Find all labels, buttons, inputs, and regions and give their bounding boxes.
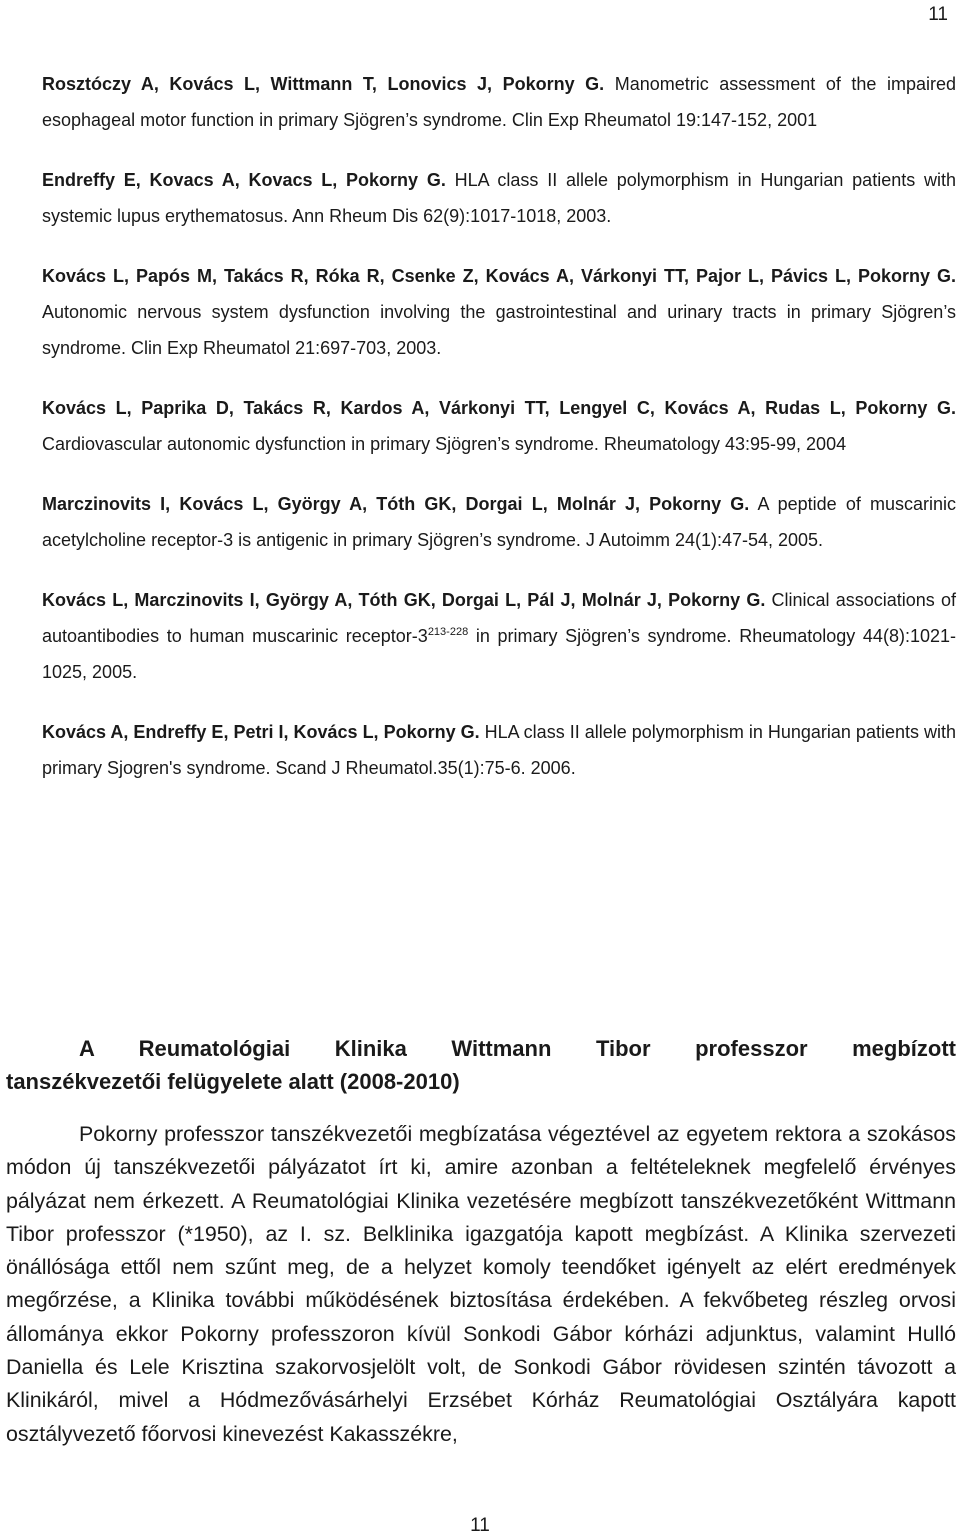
reference-authors: Kovács L, Papós M, Takács R, Róka R, Csenke Z, Kovács A, Várkonyi TT, Pajor L, Pávics L, Pokorny G. [42, 266, 956, 286]
reference-list [42, 66, 956, 810]
page-number-top: 11 [928, 4, 948, 25]
section-heading [6, 1032, 956, 1098]
reference-item [42, 66, 956, 138]
section [6, 1032, 956, 1451]
reference-authors: Kovács A, Endreffy E, Petri I, Kovács L, Pokorny G. [42, 722, 480, 742]
reference-text: Clinical associations of autoantibodies to human muscarinic receptor-3 [42, 590, 956, 646]
reference-authors: Kovács L, Paprika D, Takács R, Kardos A, Várkonyi TT, Lengyel C, Kovács A, Rudas L, Pokorny G. [42, 398, 956, 418]
reference-authors: Rosztóczy A, Kovács L, Wittmann T, Lonovics J, Pokorny G. [42, 74, 605, 94]
reference-item [42, 258, 956, 366]
reference-text: HLA class II allele polymorphism in Hungarian patients with primary Sjogren's syndrome. Scand J Rheumatol.35(1):75-6. 2006. [42, 722, 957, 778]
reference-text: Cardiovascular autonomic dysfunction in primary Sjögren’s syndrome. Rheumatology 43:95-99, 2004 [42, 434, 847, 454]
reference-item [42, 582, 956, 690]
reference-text: Autonomic nervous system dysfunction involving the gastrointestinal and urinary tracts in primary Sjögren’s syndrome. Clin Exp Rheumatol 21:697-703, 2003. [42, 302, 956, 358]
reference-authors: Marczinovits I, Kovács L, György A, Tóth GK, Dorgai L, Molnár J, Pokorny G. [42, 494, 750, 514]
reference-text: A peptide of muscarinic acetylcholine receptor-3 is antigenic in primary Sjögren’s syndrome. J Autoimm 24(1):47-54, 2005. [42, 494, 956, 550]
reference-item [42, 486, 956, 558]
reference-text: HLA class II allele polymorphism in Hungarian patients with systemic lupus erythematosus. Ann Rheum Dis 62(9):1017-1018, 2003. [42, 170, 956, 226]
reference-text: Manometric assessment of the impaired esophageal motor function in primary Sjögren’s syndrome. Clin Exp Rheumatol 19:147-152, 2001 [42, 74, 957, 130]
reference-authors: Endreffy E, Kovacs A, Kovacs L, Pokorny G. [42, 170, 446, 190]
page-number-bottom: 11 [470, 1515, 490, 1536]
reference-item [42, 714, 956, 786]
section-heading-line-1: A Reumatológiai Klinika Wittmann Tibor professzor megbízott [79, 1036, 956, 1061]
reference-superscript: 213-228 [427, 626, 469, 638]
reference-text: in primary Sjögren’s syndrome. Rheumatology 44(8):1021-1025, 2005. [42, 626, 956, 682]
reference-item [42, 390, 956, 462]
section-paragraph: Pokorny professzor tanszékvezetői megbízatása végeztével az egyetem rektora a szokásos módon új tanszékvezetői pályázatot írt ki, amire azonban a feltételeknek megfelelő érvényes pályázat nem érkezett. A Reumatológiai Klinika vezetésére megbízott tanszékvezetőként Wittmann Tibor professzor (*1950), az I. sz. Belklinika igazgatója kapott megbízást. A Klinika szervezeti önállósága ettől nem szűnt meg, de a helyzet komoly teendőket igényelt az elért eredmények megőrzése, a Klinika további működésének biztosítása érdekében. A fekvőbeteg részleg orvosi állománya ekkor Pokorny professzoron kívül Sonkodi Gábor kórházi adjunktus, valamint Hulló Daniella és Lele Krisztina szakorvosjelölt volt, de Sonkodi Gábor rövidesen szintén távozott a Klinikáról, mivel a Hódmezővásárhelyi Erzsébet Kórház Reumatológiai Osztályára kapott osztályvezető főorvosi kinevezést Kakasszékre, [6, 1122, 956, 1446]
section-heading-line-2: tanszékvezetői felügyelete alatt (2008-2010) [6, 1069, 460, 1094]
reference-item [42, 162, 956, 234]
reference-authors: Kovács L, Marczinovits I, György A, Tóth GK, Dorgai L, Pál J, Molnár J, Pokorny G. [42, 590, 766, 610]
